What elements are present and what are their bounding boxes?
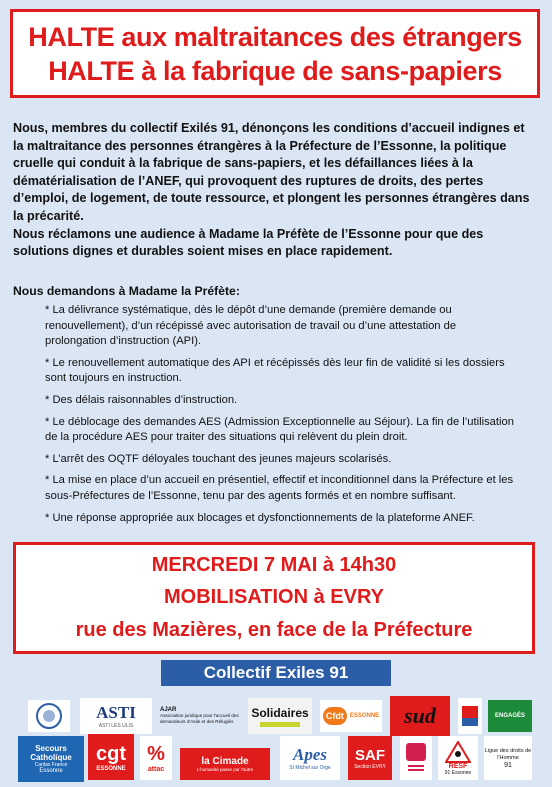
partner-logo-apes xyxy=(280,736,340,780)
headline-box xyxy=(10,9,540,98)
vm-icon xyxy=(404,741,428,775)
solidaires-name: Solidaires xyxy=(251,705,309,720)
saf-sub: Section EVRY xyxy=(354,763,386,770)
partner-logo-solidaires xyxy=(248,698,312,734)
demand-item: * L’arrêt des OQTF déloyales touchant des jeunes majeurs scolarisés. xyxy=(45,452,392,465)
partner-logo-cgt xyxy=(88,734,134,780)
demand-item: * Des délais raisonnables d’instruction. xyxy=(45,393,238,406)
partner-logo-engages xyxy=(488,700,532,732)
partner-logo-resf xyxy=(438,736,478,780)
partner-logo-flag xyxy=(458,698,482,734)
mobilisation-place: MOBILISATION à EVRY xyxy=(163,586,385,609)
demands-title: Nous demandons à Madame la Préfète: xyxy=(13,284,240,298)
astti-sub: ASTI LES ULIS xyxy=(98,723,134,729)
cimade-sub: L'humanité passe par l'autre xyxy=(196,767,254,772)
headline-line-1: HALTE aux maltraitances des étrangers xyxy=(28,21,522,52)
attac-name: attac xyxy=(147,766,165,773)
cfdt-sub: ESSONNE xyxy=(349,713,380,719)
emblem-icon xyxy=(35,702,63,730)
mobilisation-date: MERCREDI 7 MAI à 14h30 xyxy=(151,553,397,576)
demands-list xyxy=(45,303,515,532)
partner-logo-cfdt xyxy=(320,700,382,732)
engages-name: ENGAGÉS xyxy=(494,713,525,719)
resf-warning-icon xyxy=(445,741,471,763)
partner-logo-ldh xyxy=(484,736,532,780)
ldh-name: Ligue des droits de l'Homme xyxy=(484,747,532,761)
partner-logo-secours xyxy=(18,736,84,782)
intro-text xyxy=(13,120,538,261)
cgt-name: cgt xyxy=(96,742,126,765)
mobilisation-box xyxy=(13,542,535,654)
flag-icon xyxy=(460,702,480,730)
partner-logo-ajar xyxy=(160,696,240,736)
partner-logo-astti xyxy=(80,698,152,734)
secours-name: Secours Catholique xyxy=(30,744,72,762)
cgt-sub: ESSONNE xyxy=(96,765,126,772)
cfdt-name: Cfdt xyxy=(323,707,347,725)
attac-percent-icon: % xyxy=(147,743,165,765)
apes-sub: St Michel sur Orge xyxy=(289,765,331,771)
partner-logo-sud xyxy=(390,696,450,736)
demand-item: * La mise en place d’un accueil en présentiel, effectif et inconditionnel dans la Préfecture et les sous-Préfectures de l’Essonne, tenu par des agents formés et en nombre suffisant. xyxy=(45,474,514,502)
secours-region: Essonne xyxy=(39,768,63,774)
partner-logo-attac xyxy=(140,736,172,780)
astti-name: ASTI xyxy=(96,703,136,722)
demand-item: * La délivrance systématique, dès le dépôt d’une demande (première demande ou renouvellement), d’un récépissé avec autorisation de travail ou d’une attestation de prolongation d’instruction (API). xyxy=(45,304,457,348)
secours-sub: Caritas France xyxy=(34,762,68,768)
demand-item: * Le renouvellement automatique des API et récépissés dès leur fin de validité si les dossiers sont toujours en instruction. xyxy=(45,356,505,385)
intro-paragraph-2: Nous réclamons une audience à Madame la Préfète de l’Essonne pour que des solutions dignes et durables soient mises en place rapidement. xyxy=(13,226,484,259)
saf-name: SAF xyxy=(355,746,385,764)
intro-paragraph-1: Nous, membres du collectif Exilés 91, dénonçons les conditions d’accueil indignes et la maltraitance des personnes étrangères à la Préfecture de l’Essonne, la politique cruelle qui conduit à la fabrique de sans-papiers, et les défaillances liées à la dématérialisation de l’ANEF, qui provoquent des ruptures de droits, des pertes d’emploi, de logement, de toute ressource, et plongent les personnes étrangères dans la précarité. xyxy=(13,121,530,223)
demand-item: * Le déblocage des demandes AES (Admission Exceptionnelle au Séjour). La fin de l’utilisation de la procédure AES pour traiter des situations qui relèvent du plein droit. xyxy=(45,415,514,444)
mobilisation-address: rue des Mazières, en face de la Préfecture xyxy=(75,619,473,642)
partner-logo-cimade xyxy=(180,748,270,780)
partner-logo-vm xyxy=(400,736,432,780)
partner-logo-saf xyxy=(348,736,392,780)
sud-name: sud xyxy=(404,703,436,728)
ldh-sub: 91 xyxy=(504,761,512,769)
partner-logos xyxy=(18,692,534,784)
headline-line-2: HALTE à la fabrique de sans-papiers xyxy=(48,55,502,86)
solidaires-stripe xyxy=(260,722,300,727)
ajar-name: AJAR xyxy=(160,707,177,714)
resf-name: RESF xyxy=(448,762,468,770)
cimade-name: la Cimade xyxy=(201,756,249,767)
resf-sub: 91 Essonne xyxy=(444,769,472,776)
demand-item: * Une réponse appropriée aux blocages et dysfonctionnements de la plateforme ANEF. xyxy=(45,511,475,524)
ajar-sub: Association juridique pour l'accueil des demandeurs d'Asile et des Réfugiés xyxy=(160,713,239,724)
collectif-banner: Collectif Exiles 91 xyxy=(161,660,391,686)
apes-name: Apes xyxy=(293,745,327,764)
partner-logo-emblem xyxy=(28,700,70,732)
